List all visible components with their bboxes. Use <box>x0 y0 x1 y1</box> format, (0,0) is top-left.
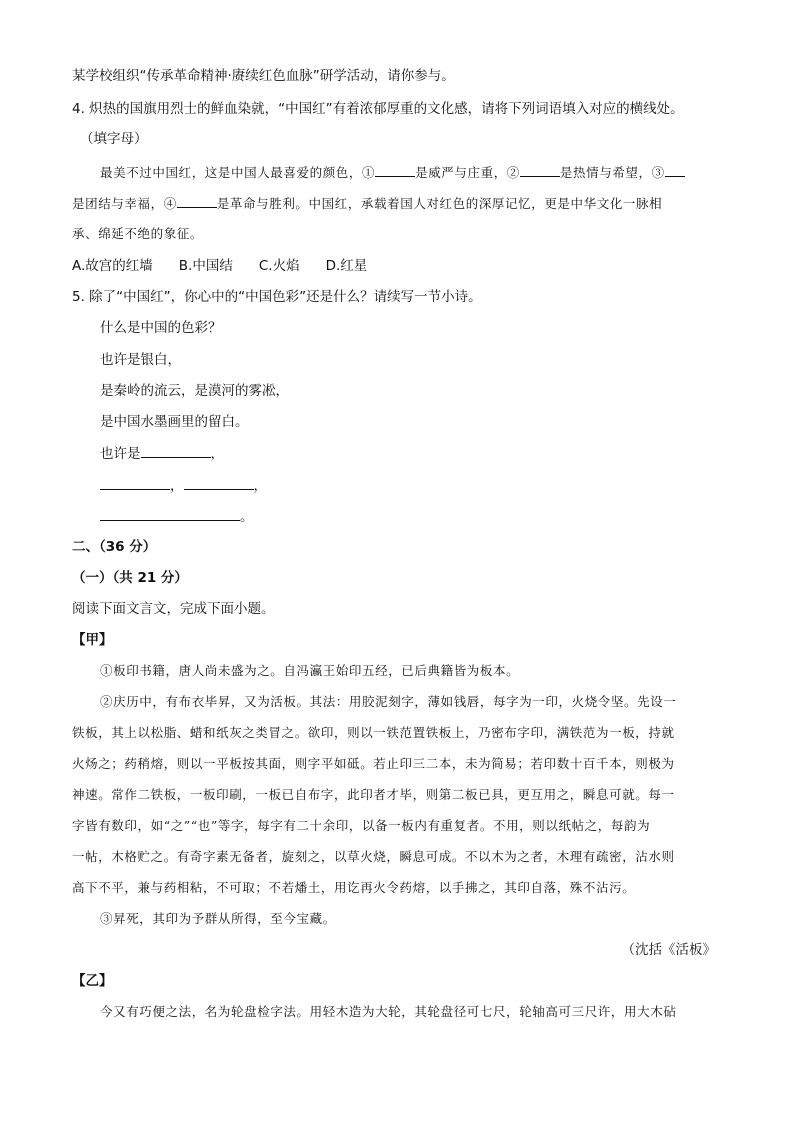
poem-punct: 。 <box>240 509 254 525</box>
yi-line-1: 今又有巧便之法，名为轮盘检字法。用轻木造为大轮，其轮盘径可七尺，轮轴高可三尺许，用大木砧 <box>100 1004 677 1019</box>
option-d: D.红星 <box>325 258 368 274</box>
poem-line-4: 是中国水墨画里的留白。 <box>100 414 249 430</box>
blank-1[interactable] <box>375 162 415 177</box>
poem-blank-1[interactable] <box>141 443 211 458</box>
poem-blank-4[interactable] <box>100 506 240 521</box>
blank-4[interactable] <box>177 193 217 208</box>
blank-3[interactable] <box>665 162 685 177</box>
option-b: B.中国结 <box>178 258 233 274</box>
options-row <box>72 256 393 276</box>
jia-line-9: ③昇死，其印为予群从所得，至今宝藏。 <box>100 911 336 926</box>
passage-text: 是热情与希望，③ <box>559 165 665 180</box>
passage-line-2 <box>72 193 662 214</box>
section-2-heading: 二、（36 分） <box>72 539 157 555</box>
jia-line-6: 字皆有数印，如“之”“也”等字，每字有二十余印，以备一板内有重复者。不用，则以纸帖之，每韵为 <box>72 818 651 833</box>
poem-punct: ， <box>210 446 224 462</box>
passage-text: 是威严与庄重，② <box>415 165 520 180</box>
subsection-1-heading: （一）（共 21 分） <box>72 570 188 586</box>
poem-line-2: 也许是银白， <box>100 352 181 368</box>
option-c: C.火焰 <box>258 258 300 274</box>
poem-line-3: 是秦岭的流云，是漠河的雾凇， <box>100 383 289 399</box>
poem-blank-2[interactable] <box>100 475 170 490</box>
jia-line-7: 一帖，木格贮之。有奇字素无备者，旋刻之，以草火烧，瞬息可成。不以木为之者，木理有疏密，沾水则 <box>72 849 675 864</box>
reading-instruction: 阅读下面文言文，完成下面小题。 <box>72 601 275 617</box>
passage-line-1 <box>100 162 685 183</box>
passage-text: 是团结与幸福，④ <box>72 196 177 211</box>
poem-text: 也许是 <box>100 446 141 462</box>
poem-blank-3[interactable] <box>184 475 254 490</box>
jia-line-3: 铁板，其上以松脂、蜡和纸灰之类冒之。欲印，则以一铁范置铁板上，乃密布字印，满铁范为一板，持就 <box>72 725 675 740</box>
question-4-note: （填字母） <box>80 131 148 147</box>
poem-line-6 <box>100 475 267 496</box>
question-5-prompt: 5. 除了“中国红”，你心中的“中国色彩”还是什么？请续写一节小诗。 <box>72 289 482 305</box>
jia-line-1: ①板印书籍，唐人尚未盛为之。自冯瀛王始印五经，已后典籍皆为板本。 <box>100 663 520 678</box>
jia-line-8: 高下不平，兼与药相粘，不可取；不若燔土，用讫再火令药熔，以手拂之，其印自落，殊不沾污。 <box>72 880 636 895</box>
yi-label: 【乙】 <box>72 973 113 989</box>
jia-source: （沈括《活板》 <box>621 942 716 958</box>
jia-label: 【甲】 <box>72 632 113 648</box>
poem-line-5 <box>100 443 224 464</box>
intro-text: 某学校组织“传承革命精神·赓续红色血脉”研学活动，请你参与。 <box>72 68 455 84</box>
passage-text: 最美不过中国红，这是中国人最喜爱的颜色，① <box>100 165 376 180</box>
question-4-prompt: 4. 炽热的国旗用烈士的鲜血染就，“中国红”有着浓郁厚重的文化感，请将下列词语填入对应的横线处。 <box>72 101 684 117</box>
passage-line-3: 承、绵延不绝的象征。 <box>72 226 204 241</box>
poem-punct: ， <box>253 478 267 494</box>
poem-line-1: 什么是中国的色彩？ <box>100 320 222 336</box>
blank-2[interactable] <box>520 162 560 177</box>
passage-text: 是革命与胜利。中国红，承载着国人对红色的深厚记忆，更是中华文化一脉相 <box>216 196 663 211</box>
jia-line-2: ②庆历中，有布衣毕昇，又为活板。其法：用胶泥刻字，薄如钱唇，每字为一印，火烧令坚。先设一 <box>100 694 677 709</box>
option-a: A.故宫的红墙 <box>72 258 153 274</box>
poem-punct: ， <box>170 478 184 494</box>
jia-line-4: 火炀之；药稍熔，则以一平板按其面，则字平如砥。若止印三二本，未为简易；若印数十百千本，则极为 <box>72 756 675 771</box>
poem-line-7 <box>100 506 254 527</box>
jia-line-5: 神速。常作二铁板，一板印刷，一板已自布字，此印者才毕，则第二板已具，更互用之，瞬息可就。每一 <box>72 787 675 802</box>
